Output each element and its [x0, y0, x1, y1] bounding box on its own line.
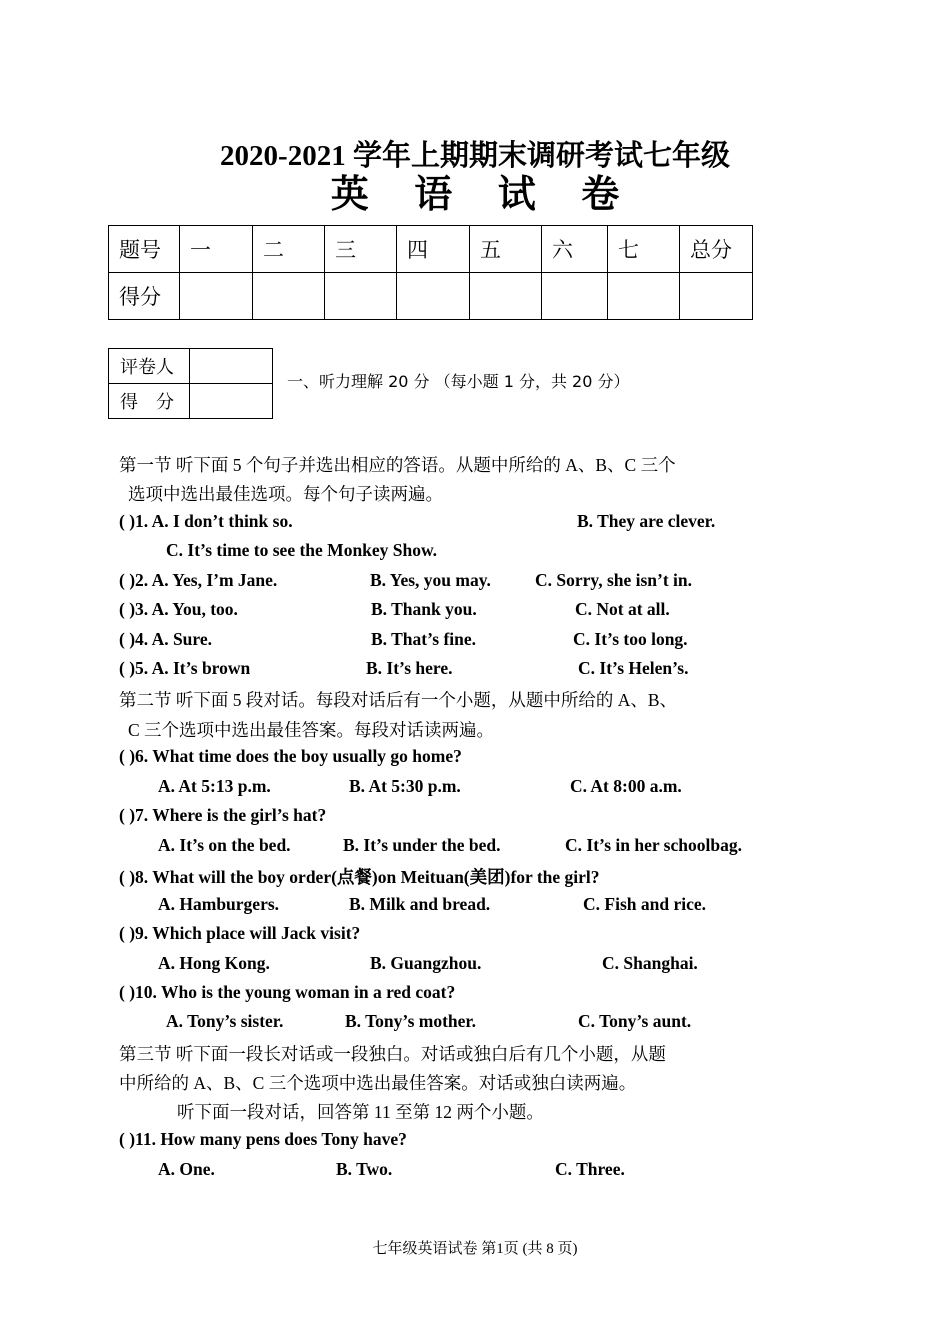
- grader-score-label: 得 分: [109, 384, 190, 419]
- question-8: ( )8. What will the boy order(点餐)on Meituan(美团)for the girl?: [119, 867, 600, 887]
- score-cell[interactable]: [470, 273, 542, 320]
- reviewer-label: 评卷人: [109, 349, 190, 384]
- question-1: ( )1. A. I don’t think so.: [119, 511, 293, 531]
- score-table: [108, 225, 753, 320]
- grader-score-cell[interactable]: [190, 384, 273, 419]
- option-c: C. Tony’s aunt.: [578, 1011, 692, 1031]
- question-2: ( )2. A. Yes, I’m Jane.: [119, 570, 278, 590]
- section1-title: 一、听力理解 20 分 （每小题 1 分，共 20 分）: [287, 372, 630, 391]
- question-4: ( )4. A. Sure.: [119, 629, 213, 649]
- score-header-cell: 二: [253, 226, 325, 273]
- score-table-header-row: [109, 226, 753, 273]
- option-b: B. Yes, you may.: [370, 570, 491, 590]
- option-a: A. Hamburgers.: [158, 894, 280, 914]
- exam-title: 2020-2021 学年上期期末调研考试七年级: [220, 140, 730, 172]
- reviewer-cell[interactable]: [190, 349, 273, 384]
- score-header-cell: 七: [608, 226, 680, 273]
- option-c: C. Fish and rice.: [583, 894, 706, 914]
- question-9: ( )9. Which place will Jack visit?: [119, 923, 361, 943]
- part2-instruction: 第二节 听下面 5 段对话。每段对话后有一个小题，从题中所给的 A、B、: [119, 690, 678, 710]
- part3-instruction: 听下面一段对话，回答第 11 至第 12 两个小题。: [177, 1102, 544, 1122]
- option-a: A. It’s on the bed.: [158, 835, 291, 855]
- question-3: ( )3. A. You, too.: [119, 599, 238, 619]
- option-b: B. Guangzhou.: [370, 953, 482, 973]
- score-header-cell: 五: [470, 226, 542, 273]
- part2-instruction: C 三个选项中选出最佳答案。每段对话读两遍。: [128, 720, 495, 740]
- option-b: B. At 5:30 p.m.: [349, 776, 461, 796]
- option-b: B. It’s here.: [366, 658, 453, 678]
- option-c: C. It’s in her schoolbag.: [565, 835, 742, 855]
- score-cell[interactable]: [180, 273, 253, 320]
- option-c: C. It’s time to see the Monkey Show.: [166, 540, 438, 560]
- score-header-cell: 一: [180, 226, 253, 273]
- score-header-cell: 题号: [109, 226, 180, 273]
- option-c: C. Sorry, she isn’t in.: [535, 570, 693, 590]
- option-c: C. Not at all.: [575, 599, 670, 619]
- score-header-cell: 三: [325, 226, 397, 273]
- option-b: B. Milk and bread.: [349, 894, 491, 914]
- score-table-score-row: [109, 273, 753, 320]
- option-b: B. Tony’s mother.: [345, 1011, 476, 1031]
- option-a: A. At 5:13 p.m.: [158, 776, 271, 796]
- option-c: C. At 8:00 a.m.: [570, 776, 682, 796]
- question-7: ( )7. Where is the girl’s hat?: [119, 805, 327, 825]
- grader-box: [108, 348, 273, 419]
- option-c: C. It’s Helen’s.: [578, 658, 689, 678]
- score-header-cell: 四: [397, 226, 470, 273]
- part1-instruction: 选项中选出最佳选项。每个句子读两遍。: [128, 484, 443, 504]
- option-b: B. It’s under the bed.: [343, 835, 501, 855]
- option-b: B. That’s fine.: [371, 629, 477, 649]
- option-b: B. Thank you.: [371, 599, 477, 619]
- score-header-cell: 六: [542, 226, 608, 273]
- score-row-label: 得分: [109, 273, 180, 320]
- question-6: ( )6. What time does the boy usually go home?: [119, 746, 462, 766]
- option-b: B. Two.: [336, 1159, 393, 1179]
- option-b: B. They are clever.: [577, 511, 716, 531]
- score-header-cell: 总分: [680, 226, 753, 273]
- option-c: C. It’s too long.: [573, 629, 688, 649]
- option-c: C. Shanghai.: [602, 953, 698, 973]
- page-footer: 七年级英语试卷 第1页 (共 8 页): [372, 1241, 578, 1257]
- option-a: A. Tony’s sister.: [166, 1011, 284, 1031]
- score-cell[interactable]: [325, 273, 397, 320]
- score-cell[interactable]: [608, 273, 680, 320]
- option-a: A. Hong Kong.: [158, 953, 270, 973]
- score-cell[interactable]: [253, 273, 325, 320]
- question-5: ( )5. A. It’s brown: [119, 658, 251, 678]
- part1-instruction: 第一节 听下面 5 个句子并选出相应的答语。从题中所给的 A、B、C 三个: [119, 455, 676, 475]
- score-cell[interactable]: [397, 273, 470, 320]
- option-c: C. Three.: [555, 1159, 625, 1179]
- question-10: ( )10. Who is the young woman in a red coat?: [119, 982, 456, 1002]
- part3-instruction: 第三节 听下面一段长对话或一段独白。对话或独白后有几个小题，从题: [119, 1044, 666, 1064]
- score-cell[interactable]: [542, 273, 608, 320]
- exam-subtitle: 英 语 试 卷: [330, 174, 638, 216]
- score-cell[interactable]: [680, 273, 753, 320]
- question-11: ( )11. How many pens does Tony have?: [119, 1129, 407, 1149]
- part3-instruction: 中所给的 A、B、C 三个选项中选出最佳答案。对话或独白读两遍。: [119, 1073, 637, 1093]
- option-a: A. One.: [158, 1159, 215, 1179]
